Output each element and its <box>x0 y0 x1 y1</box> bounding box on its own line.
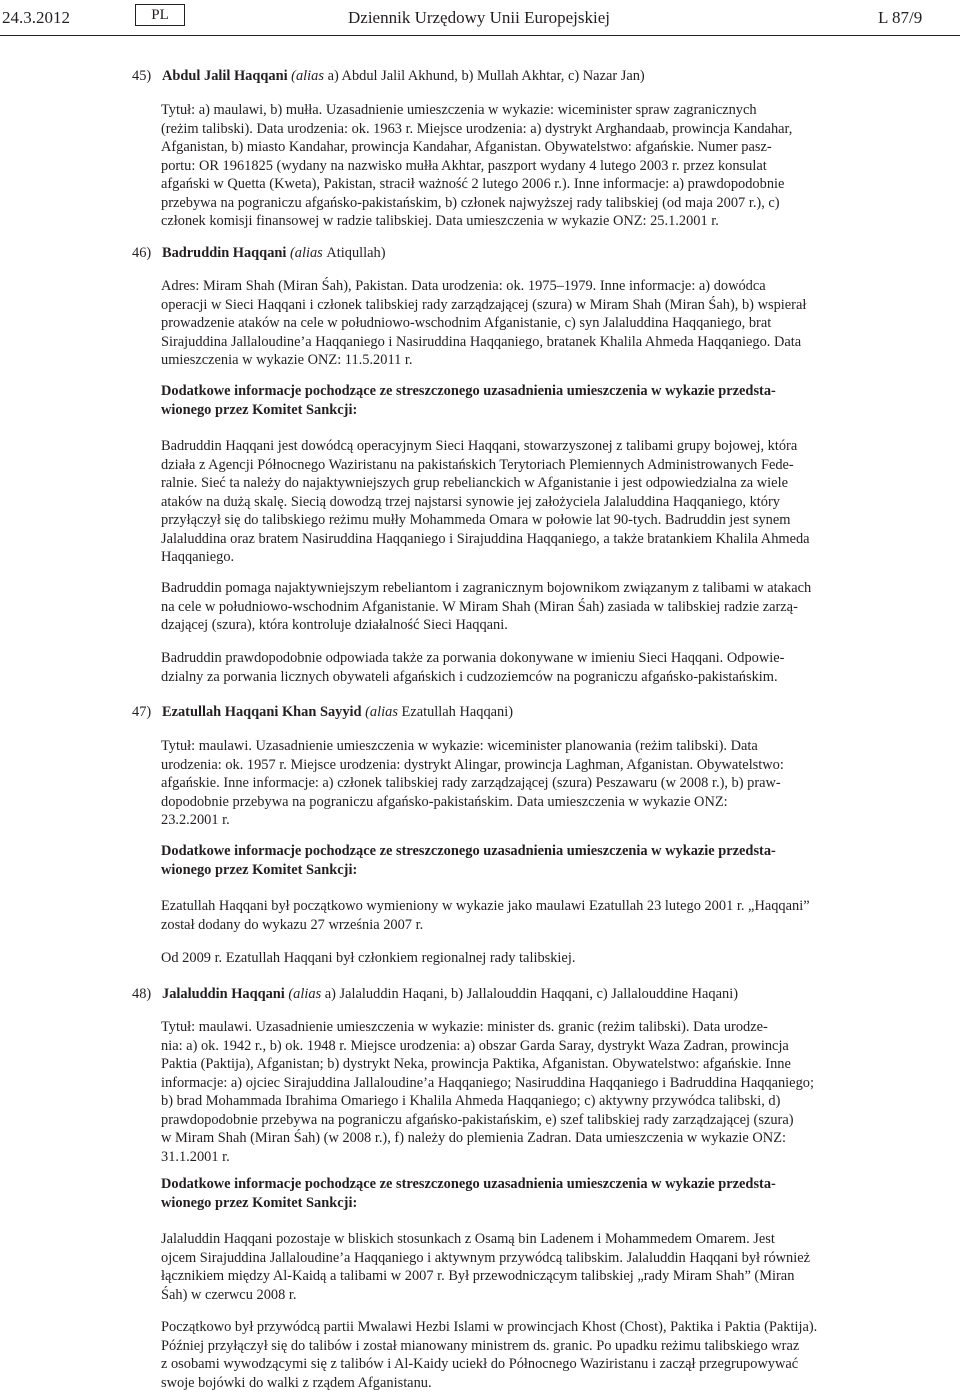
detail-line: Tytuł: maulawi. Uzasadnienie umieszczenia w wykazie: wiceminister planowania (reżim talibski). Data <box>161 738 758 754</box>
para-line: Badruddin pomaga najaktywniejszym rebeliantom i zagranicznym bojownikom związanym z talibami w atakach <box>161 580 812 596</box>
detail-line: operacji w Sieci Haqqani i członek talibskiej rady zarządzającej (szura) w Miram Shah (Miran Śah), b) wspierał <box>161 296 807 313</box>
heading-line: Dodatkowe informacje pochodzące ze streszczonego uzasadnienia umieszczenia w wykazie przedsta- <box>161 843 776 859</box>
detail-line: Paktia (Paktija), Afganistan; b) dystrykt Neka, prowincja Paktika, Afganistan. Obywatelstwo: afgańskie. Inne <box>161 1056 791 1072</box>
para-line: łącznikiem między Al-Kaidą a talibami w 2007 r. Był przewodniczącym talibskiej „rady Miram Shah” (Miran <box>161 1268 795 1284</box>
entry-45-details <box>161 101 863 231</box>
detail-line: nia: a) ok. 1942 r., b) ok. 1948 r. Miejsce urodzenia: a) obszar Garda Saray, dystrykt Waza Zadran, prowincja <box>161 1037 789 1054</box>
header-rule <box>0 35 960 36</box>
entry-46-additional-heading <box>161 382 863 419</box>
entry-name: Abdul Jalil Haqqani <box>162 68 288 84</box>
heading-line: Dodatkowe informacje pochodzące ze streszczonego uzasadnienia umieszczenia w wykazie przedsta- <box>161 1176 776 1192</box>
detail-line: przebywa na pograniczu afgańsko-pakistańskim, b) członek najwyższej rady talibskiej (od maja 2007 r.), c) <box>161 194 780 211</box>
entry-48-paragraph-2 <box>161 1318 863 1392</box>
entry-number: 46) <box>132 245 152 261</box>
detail-line: umieszczenia w wykazie ONZ: 11.5.2011 r. <box>161 352 413 368</box>
para-line: Jalaluddina oraz bratem Nasiruddina Haqqaniego i Sirajuddina Haqqaniego, a także bratankiem Khalila Ahmeda <box>161 530 810 547</box>
entry-47-details <box>161 737 863 830</box>
detail-line: 31.1.2001 r. <box>161 1148 230 1165</box>
entry-47-paragraph-1 <box>161 897 863 934</box>
entry-number: 45) <box>132 68 152 84</box>
alias-open: (alias <box>286 245 327 261</box>
para-line: Badruddin Haqqani jest dowódcą operacyjnym Sieci Haqqani, stowarzyszonej z talibami grupy bojowej, która <box>161 438 798 454</box>
entry-48-details <box>161 1018 863 1166</box>
detail-line: (reżim talibski). Data urodzenia: ok. 1963 r. Miejsce urodzenia: a) dystrykt Arghandaab, prowincja Kandahar, <box>161 120 793 137</box>
entry-48-paragraph-1 <box>161 1230 863 1304</box>
para-line: Badruddin prawdopodobnie odpowiada także za porwania dokonywane w imieniu Sieci Haqqani. Odpowie- <box>161 650 785 666</box>
para-line: dzającej (szura), która kontroluje działalność Sieci Haqqani. <box>161 617 508 633</box>
journal-title: Dziennik Urzędowy Unii Europejskiej <box>348 8 611 27</box>
para-line: Początkowo był przywódcą partii Mwalawi Hezbi Islami w prowincjach Khost (Chost), Paktika i Paktia (Paktija). <box>161 1319 818 1335</box>
detail-line: Adres: Miram Shah (Miran Śah), Pakistan. Data urodzenia: ok. 1975–1979. Inne informacje: a) dowódca <box>161 278 766 294</box>
entry-48-heading <box>132 984 738 1004</box>
para-line: dzialny za porwania licznych obywateli afgańskich i cudzoziemców na pograniczu afgańsko-pakistańskim. <box>161 668 778 685</box>
heading-line: wionego przez Komitet Sankcji: <box>161 861 358 878</box>
para-line: na cele w południowo-wschodnim Afganistanie. W Miram Shah (Miran Śah) zasiada w talibskiej radzie zarzą- <box>161 598 798 615</box>
entry-47-additional-heading <box>161 842 863 879</box>
aliases: Ezatullah Haqqani) <box>401 704 514 720</box>
entry-46-heading <box>132 243 386 263</box>
alias-open: (alias <box>287 68 328 84</box>
entry-name: Ezatullah Haqqani Khan Sayyid <box>162 704 362 720</box>
heading-line: Dodatkowe informacje pochodzące ze streszczonego uzasadnienia umieszczenia w wykazie przedsta- <box>161 383 776 399</box>
entry-46-details <box>161 277 863 370</box>
detail-line: Sirajuddina Jallaloudine’a Haqqaniego i Nasiruddina Haqqaniego, bratanek Khalila Ahmeda Haqqaniego. Data <box>161 333 802 350</box>
detail-line: prawdopodobnie przebywa na pograniczu afgańsko-pakistańskim, e) szef talibskiej rady zarządzającej (szura) <box>161 1111 794 1128</box>
entry-48-additional-heading <box>161 1175 863 1212</box>
detail-line: prowadzenie ataków na cele w południowo-wschodnim Afganistanie, c) syn Jalaluddina Haqqaniego, brat <box>161 315 772 331</box>
detail-line: b) brad Mohammada Ibrahima Omariego i Khalila Ahmeda Haqqaniego; c) aktywny przywódca talibski, d) <box>161 1093 781 1109</box>
aliases: a) Jalaluddin Haqani, b) Jallalouddin Haqqani, c) Jallalouddine Haqani) <box>324 986 738 1002</box>
detail-line: afgańskie. Inne informacje: a) członek talibskiej rady zarządzającej (szura) Peszawaru (w 2008 r.), b) praw- <box>161 775 781 791</box>
para-line: Ezatullah Haqqani był początkowo wymieniony w wykazie jako maulawi Ezatullah 23 lutego 2001 r. „Haqqani” <box>161 898 810 914</box>
alias-open: (alias <box>361 704 402 720</box>
language-box: PL <box>135 4 185 26</box>
page-header <box>0 0 960 34</box>
entry-name: Jalaluddin Haqqani <box>162 986 285 1002</box>
detail-line: afgański w Quetta (Kweta), Pakistan, stracił ważność 2 lutego 2006 r.). Inne informacje: a) prawdopodobnie <box>161 176 785 192</box>
para-line: został dodany do wykazu 27 września 2007 r. <box>161 916 424 933</box>
para-line: Haqqaniego. <box>161 549 235 565</box>
entry-47-heading <box>132 702 513 722</box>
heading-line: wionego przez Komitet Sankcji: <box>161 401 358 418</box>
detail-line: członek komisji finansowej w radzie talibskiej. Data umieszczenia w wykazie ONZ: 25.1.2001 r. <box>161 213 719 229</box>
detail-line: Tytuł: maulawi. Uzasadnienie umieszczenia w wykazie: minister ds. granic (reżim talibski). Data urodze- <box>161 1019 768 1035</box>
aliases: a) Abdul Jalil Akhund, b) Mullah Akhtar, c) Nazar Jan) <box>327 68 645 84</box>
para-line: z osobami wywodzącymi się z talibów i Al-Kaidy uciekł do Północnego Waziristanu i zaczął przegrupowywać <box>161 1356 799 1372</box>
para-line: Od 2009 r. Ezatullah Haqqani był członkiem regionalnej rady talibskiej. <box>161 950 576 966</box>
entry-number: 48) <box>132 986 152 1002</box>
para-line: działa z Agencji Północnego Waziristanu na pakistańskich Terytoriach Plemiennych Administrowanych Fede- <box>161 456 794 473</box>
para-line: ralnie. Sieć ta należy do najaktywniejszych grup rebelianckich w Afganistanie i jest odpowiedzialna za wiele <box>161 475 788 491</box>
entry-number: 47) <box>132 704 152 720</box>
detail-line: urodzenia: ok. 1957 r. Miejsce urodzenia: dystrykt Alingar, prowincja Laghman, Afganistan. Obywatelstwo: <box>161 756 784 773</box>
detail-line: informacje: a) ojciec Sirajuddina Jallaloudine’a Haqqaniego; Nasiruddina Haqqaniego i Badruddina Haqqaniego; <box>161 1074 814 1091</box>
entry-46-paragraph-3 <box>161 649 863 686</box>
entry-46-paragraph-2 <box>161 579 863 635</box>
entry-name: Badruddin Haqqani <box>162 245 287 261</box>
alias-open: (alias <box>284 986 325 1002</box>
para-line: ataków na dużą skalę. Siecią dowodzą trzej najstarsi synowie jej założyciela Jalaluddina Haqqaniego, który <box>161 493 780 510</box>
para-line: ojcem Sirajuddina Jallaloudine’a Haqqaniego i aktywnym przywódcą talibskim. Jalaluddin Haqqani był również <box>161 1249 811 1266</box>
detail-line: 23.2.2001 r. <box>161 812 230 828</box>
aliases: Atiqullah) <box>326 245 386 261</box>
detail-line: Tytuł: a) maulawi, b) mułła. Uzasadnienie umieszczenia w wykazie: wiceminister spraw zagranicznych <box>161 102 757 118</box>
para-line: swoje bojówki do walki z rządem Afganistanu. <box>161 1374 432 1391</box>
para-line: Później przyłączył się do talibów i został mianowany ministrem ds. granic. Po upadku reżimu talibskiego wraz <box>161 1337 800 1354</box>
para-line: Jalaluddin Haqqani pozostaje w bliskich stosunkach z Osamą bin Ladenem i Mohammedem Omarem. Jest <box>161 1231 775 1247</box>
page-number: L 87/9 <box>878 8 923 27</box>
detail-line: w Miram Shah (Miran Śah) (w 2008 r.), f) należy do plemienia Zadran. Data umieszczenia w wykazie ONZ: <box>161 1130 786 1146</box>
entry-46-paragraph-1 <box>161 437 863 567</box>
entry-45-heading <box>132 66 645 86</box>
detail-line: portu: OR 1961825 (wydany na nazwisko mułła Akhtar, paszport wydany 4 lutego 2003 r. przez konsulat <box>161 157 767 174</box>
detail-line: dopodobnie przebywa na pograniczu afgańsko-pakistańskim. Data umieszczenia w wykazie ONZ: <box>161 793 728 810</box>
para-line: przyłączył się do talibskiego reżimu mułły Mohammeda Omara w połowie lat 90-tych. Badruddin jest synem <box>161 512 791 528</box>
entry-47-paragraph-2 <box>161 949 863 968</box>
publication-date: 24.3.2012 <box>2 8 70 27</box>
para-line: Śah) w czerwcu 2008 r. <box>161 1286 297 1303</box>
heading-line: wionego przez Komitet Sankcji: <box>161 1194 358 1211</box>
detail-line: Afganistan, b) miasto Kandahar, prowincja Kandahar, Afganistan. Obywatelstwo: afgańskie. Numer pasz- <box>161 139 772 155</box>
